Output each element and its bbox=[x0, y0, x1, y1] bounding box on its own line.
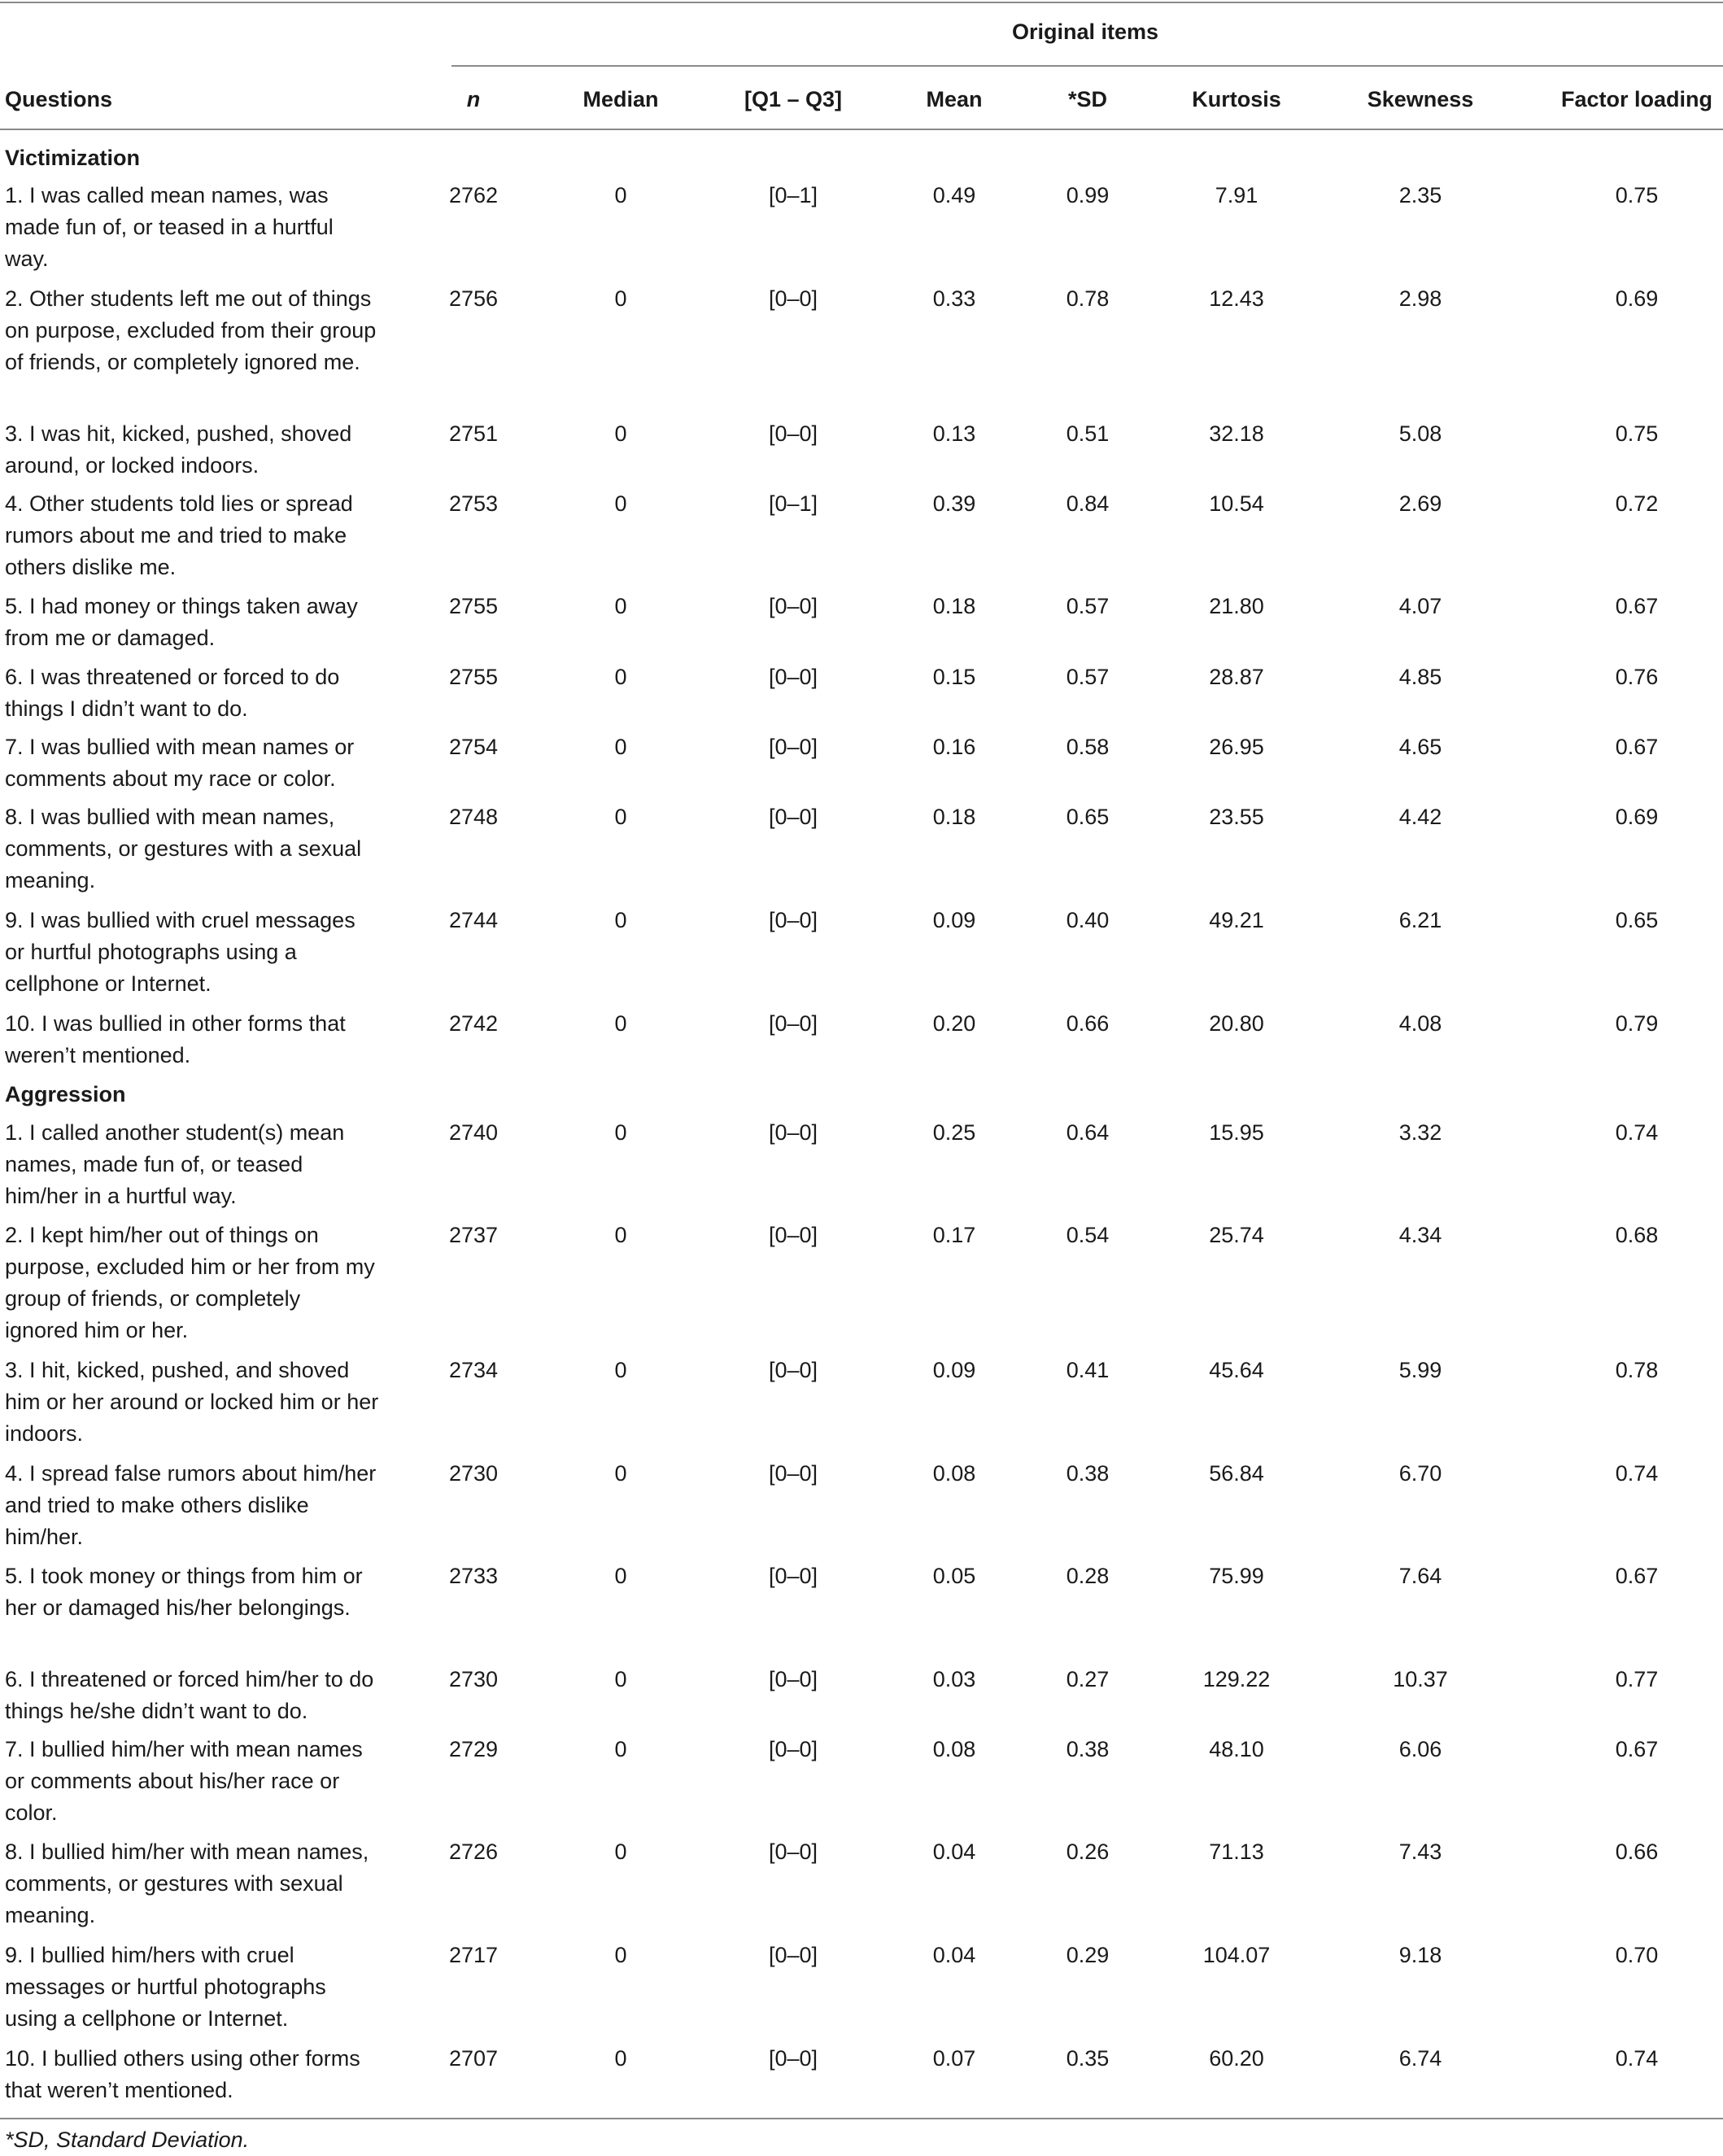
cell-median: 0 bbox=[614, 286, 627, 311]
cell-skewness: 4.07 bbox=[1398, 594, 1442, 618]
question-text: 2. Other students left me out of things on purpose, excluded from their group of friends, or completely ignored me. bbox=[5, 286, 377, 374]
group-header-original-items: Original items bbox=[1011, 20, 1159, 44]
cell-n: 2734 bbox=[448, 1358, 499, 1382]
cell-q1-q3: [0–0] bbox=[768, 2046, 818, 2071]
cell-mean: 0.09 bbox=[932, 1358, 976, 1382]
column-header-q1-q3: [Q1 – Q3] bbox=[744, 87, 843, 111]
cell-median: 0 bbox=[614, 1840, 627, 1864]
question-text: 8. I was bullied with mean names, comments, or gestures with a sexual meaning. bbox=[5, 805, 362, 893]
cell-q1-q3: [0–0] bbox=[768, 1011, 818, 1036]
cell-mean: 0.05 bbox=[932, 1564, 976, 1588]
cell-kurtosis: 48.10 bbox=[1209, 1737, 1264, 1761]
cell-n: 2730 bbox=[448, 1667, 499, 1691]
cell-sd: 0.64 bbox=[1066, 1120, 1110, 1145]
cell-median: 0 bbox=[614, 1564, 627, 1588]
cell-skewness: 7.43 bbox=[1398, 1840, 1442, 1864]
cell-mean: 0.04 bbox=[932, 1840, 976, 1864]
column-header-factor-loading: Factor loading bbox=[1560, 87, 1713, 111]
cell-mean: 0.16 bbox=[932, 735, 976, 759]
cell-median: 0 bbox=[614, 1358, 627, 1382]
cell-mean: 0.39 bbox=[932, 491, 976, 516]
cell-median: 0 bbox=[614, 1223, 627, 1247]
cell-q1-q3: [0–0] bbox=[768, 1564, 818, 1588]
question-text: 6. I threatened or forced him/her to do things he/she didn’t want to do. bbox=[5, 1667, 374, 1723]
cell-q1-q3: [0–0] bbox=[768, 665, 818, 689]
cell-factor-loading: 0.69 bbox=[1615, 805, 1659, 829]
cell-mean: 0.15 bbox=[932, 665, 976, 689]
cell-factor-loading: 0.69 bbox=[1615, 286, 1659, 311]
cell-sd: 0.99 bbox=[1066, 183, 1110, 207]
cell-sd: 0.57 bbox=[1066, 665, 1110, 689]
cell-kurtosis: 71.13 bbox=[1209, 1840, 1264, 1864]
cell-sd: 0.38 bbox=[1066, 1737, 1110, 1761]
cell-factor-loading: 0.70 bbox=[1615, 1943, 1659, 1967]
cell-median: 0 bbox=[614, 1011, 627, 1036]
cell-kurtosis: 49.21 bbox=[1209, 908, 1264, 932]
cell-mean: 0.25 bbox=[932, 1120, 976, 1145]
cell-factor-loading: 0.74 bbox=[1615, 2046, 1659, 2071]
cell-skewness: 2.35 bbox=[1398, 183, 1442, 207]
cell-sd: 0.27 bbox=[1066, 1667, 1110, 1691]
cell-sd: 0.26 bbox=[1066, 1840, 1110, 1864]
question-text: 4. I spread false rumors about him/her and tried to make others dislike him/her. bbox=[5, 1461, 377, 1549]
cell-skewness: 7.64 bbox=[1398, 1564, 1442, 1588]
cell-n: 2729 bbox=[448, 1737, 499, 1761]
question-text: 5. I had money or things taken away from me or damaged. bbox=[5, 594, 358, 650]
cell-kurtosis: 32.18 bbox=[1209, 421, 1264, 446]
question-text: 7. I bullied him/her with mean names or comments about his/her race or color. bbox=[5, 1737, 363, 1825]
cell-kurtosis: 21.80 bbox=[1209, 594, 1264, 618]
question-text: 2. I kept him/her out of things on purpose, excluded him or her from my group of friends, or completely ignored him or her. bbox=[5, 1223, 375, 1342]
group-header-rule bbox=[451, 65, 1723, 67]
cell-n: 2755 bbox=[448, 594, 499, 618]
cell-mean: 0.09 bbox=[932, 908, 976, 932]
cell-skewness: 4.85 bbox=[1398, 665, 1442, 689]
cell-factor-loading: 0.77 bbox=[1615, 1667, 1659, 1691]
cell-skewness: 6.74 bbox=[1398, 2046, 1442, 2071]
cell-sd: 0.35 bbox=[1066, 2046, 1110, 2071]
cell-factor-loading: 0.65 bbox=[1615, 908, 1659, 932]
cell-sd: 0.38 bbox=[1066, 1461, 1110, 1486]
cell-mean: 0.18 bbox=[932, 805, 976, 829]
cell-factor-loading: 0.67 bbox=[1615, 594, 1659, 618]
question-text: 8. I bullied him/her with mean names, comments, or gestures with sexual meaning. bbox=[5, 1840, 369, 1927]
cell-n: 2755 bbox=[448, 665, 499, 689]
cell-mean: 0.17 bbox=[932, 1223, 976, 1247]
cell-q1-q3: [0–0] bbox=[768, 1358, 818, 1382]
cell-factor-loading: 0.67 bbox=[1615, 735, 1659, 759]
cell-median: 0 bbox=[614, 1737, 627, 1761]
cell-kurtosis: 75.99 bbox=[1209, 1564, 1264, 1588]
question-text: 3. I was hit, kicked, pushed, shoved around, or locked indoors. bbox=[5, 421, 352, 478]
cell-median: 0 bbox=[614, 1120, 627, 1145]
cell-factor-loading: 0.72 bbox=[1615, 491, 1659, 516]
cell-n: 2740 bbox=[448, 1120, 499, 1145]
bottom-rule bbox=[0, 2118, 1723, 2119]
cell-mean: 0.08 bbox=[932, 1461, 976, 1486]
cell-n: 2744 bbox=[448, 908, 499, 932]
cell-skewness: 4.08 bbox=[1398, 1011, 1442, 1036]
cell-q1-q3: [0–1] bbox=[768, 183, 818, 207]
cell-median: 0 bbox=[614, 2046, 627, 2071]
cell-factor-loading: 0.66 bbox=[1615, 1840, 1659, 1864]
cell-skewness: 6.21 bbox=[1398, 908, 1442, 932]
cell-n: 2717 bbox=[448, 1943, 499, 1967]
cell-skewness: 4.34 bbox=[1398, 1223, 1442, 1247]
question-text: 1. I called another student(s) mean names, made fun of, or teased him/her in a hurtful way. bbox=[5, 1120, 345, 1208]
question-text: 9. I bullied him/hers with cruel messages or hurtful photographs using a cellphone or Internet. bbox=[5, 1943, 326, 2031]
cell-q1-q3: [0–0] bbox=[768, 286, 818, 311]
cell-skewness: 2.98 bbox=[1398, 286, 1442, 311]
cell-factor-loading: 0.76 bbox=[1615, 665, 1659, 689]
column-header-skewness: Skewness bbox=[1367, 87, 1474, 111]
cell-median: 0 bbox=[614, 1461, 627, 1486]
cell-mean: 0.13 bbox=[932, 421, 976, 446]
cell-sd: 0.28 bbox=[1066, 1564, 1110, 1588]
cell-kurtosis: 20.80 bbox=[1209, 1011, 1264, 1036]
cell-q1-q3: [0–0] bbox=[768, 805, 818, 829]
cell-q1-q3: [0–0] bbox=[768, 421, 818, 446]
cell-mean: 0.07 bbox=[932, 2046, 976, 2071]
column-header-sd: *SD bbox=[1067, 87, 1108, 111]
cell-sd: 0.66 bbox=[1066, 1011, 1110, 1036]
table-footnote: *SD, Standard Deviation. bbox=[5, 2128, 250, 2152]
cell-kurtosis: 25.74 bbox=[1209, 1223, 1264, 1247]
question-text: 4. Other students told lies or spread rumors about me and tried to make others dislike me. bbox=[5, 491, 353, 579]
cell-median: 0 bbox=[614, 1667, 627, 1691]
cell-median: 0 bbox=[614, 805, 627, 829]
header-bottom-rule bbox=[0, 129, 1723, 130]
cell-sd: 0.40 bbox=[1066, 908, 1110, 932]
cell-factor-loading: 0.74 bbox=[1615, 1120, 1659, 1145]
cell-factor-loading: 0.67 bbox=[1615, 1564, 1659, 1588]
cell-n: 2733 bbox=[448, 1564, 499, 1588]
cell-skewness: 2.69 bbox=[1398, 491, 1442, 516]
cell-q1-q3: [0–0] bbox=[768, 1120, 818, 1145]
cell-q1-q3: [0–0] bbox=[768, 908, 818, 932]
cell-q1-q3: [0–0] bbox=[768, 594, 818, 618]
cell-n: 2753 bbox=[448, 491, 499, 516]
cell-kurtosis: 45.64 bbox=[1209, 1358, 1264, 1382]
column-header-n: n bbox=[466, 87, 481, 111]
cell-skewness: 5.99 bbox=[1398, 1358, 1442, 1382]
cell-factor-loading: 0.78 bbox=[1615, 1358, 1659, 1382]
cell-kurtosis: 26.95 bbox=[1209, 735, 1264, 759]
cell-factor-loading: 0.79 bbox=[1615, 1011, 1659, 1036]
cell-q1-q3: [0–0] bbox=[768, 1223, 818, 1247]
cell-q1-q3: [0–0] bbox=[768, 1943, 818, 1967]
cell-sd: 0.54 bbox=[1066, 1223, 1110, 1247]
cell-q1-q3: [0–0] bbox=[768, 1737, 818, 1761]
cell-n: 2737 bbox=[448, 1223, 499, 1247]
cell-n: 2707 bbox=[448, 2046, 499, 2071]
cell-q1-q3: [0–1] bbox=[768, 491, 818, 516]
cell-median: 0 bbox=[614, 1943, 627, 1967]
cell-mean: 0.33 bbox=[932, 286, 976, 311]
cell-kurtosis: 28.87 bbox=[1209, 665, 1264, 689]
question-text: 3. I hit, kicked, pushed, and shoved him or her around or locked him or her indoors. bbox=[5, 1358, 379, 1446]
cell-median: 0 bbox=[614, 183, 627, 207]
cell-q1-q3: [0–0] bbox=[768, 735, 818, 759]
cell-sd: 0.65 bbox=[1066, 805, 1110, 829]
cell-kurtosis: 12.43 bbox=[1209, 286, 1264, 311]
column-header-mean: Mean bbox=[926, 87, 983, 111]
cell-mean: 0.08 bbox=[932, 1737, 976, 1761]
column-header-median: Median bbox=[582, 87, 659, 111]
cell-sd: 0.58 bbox=[1066, 735, 1110, 759]
cell-skewness: 5.08 bbox=[1398, 421, 1442, 446]
section-title-aggression: Aggression bbox=[5, 1082, 126, 1106]
cell-kurtosis: 15.95 bbox=[1209, 1120, 1264, 1145]
cell-n: 2742 bbox=[448, 1011, 499, 1036]
column-header-questions: Questions bbox=[5, 87, 113, 111]
top-rule bbox=[0, 2, 1723, 3]
cell-skewness: 6.70 bbox=[1398, 1461, 1442, 1486]
question-text: 7. I was bullied with mean names or comments about my race or color. bbox=[5, 735, 355, 791]
cell-q1-q3: [0–0] bbox=[768, 1840, 818, 1864]
question-text: 6. I was threatened or forced to do things I didn’t want to do. bbox=[5, 665, 340, 721]
cell-n: 2762 bbox=[448, 183, 499, 207]
cell-skewness: 10.37 bbox=[1393, 1667, 1448, 1691]
question-text: 5. I took money or things from him or her or damaged his/her belongings. bbox=[5, 1564, 363, 1620]
cell-kurtosis: 129.22 bbox=[1202, 1667, 1271, 1691]
cell-mean: 0.18 bbox=[932, 594, 976, 618]
question-text: 1. I was called mean names, was made fun of, or teased in a hurtful way. bbox=[5, 183, 334, 271]
cell-kurtosis: 56.84 bbox=[1209, 1461, 1264, 1486]
cell-q1-q3: [0–0] bbox=[768, 1461, 818, 1486]
cell-factor-loading: 0.74 bbox=[1615, 1461, 1659, 1486]
cell-n: 2730 bbox=[448, 1461, 499, 1486]
cell-sd: 0.84 bbox=[1066, 491, 1110, 516]
cell-mean: 0.03 bbox=[932, 1667, 976, 1691]
cell-median: 0 bbox=[614, 421, 627, 446]
cell-kurtosis: 10.54 bbox=[1209, 491, 1264, 516]
cell-sd: 0.51 bbox=[1066, 421, 1110, 446]
cell-median: 0 bbox=[614, 594, 627, 618]
cell-factor-loading: 0.75 bbox=[1615, 421, 1659, 446]
question-text: 10. I was bullied in other forms that weren’t mentioned. bbox=[5, 1011, 346, 1067]
cell-n: 2748 bbox=[448, 805, 499, 829]
cell-mean: 0.04 bbox=[932, 1943, 976, 1967]
cell-kurtosis: 104.07 bbox=[1202, 1943, 1271, 1967]
cell-skewness: 3.32 bbox=[1398, 1120, 1442, 1145]
cell-skewness: 9.18 bbox=[1398, 1943, 1442, 1967]
cell-n: 2751 bbox=[448, 421, 499, 446]
cell-mean: 0.49 bbox=[932, 183, 976, 207]
cell-factor-loading: 0.75 bbox=[1615, 183, 1659, 207]
cell-n: 2726 bbox=[448, 1840, 499, 1864]
cell-sd: 0.57 bbox=[1066, 594, 1110, 618]
question-text: 9. I was bullied with cruel messages or hurtful photographs using a cellphone or Internet. bbox=[5, 908, 356, 996]
cell-factor-loading: 0.67 bbox=[1615, 1737, 1659, 1761]
cell-n: 2756 bbox=[448, 286, 499, 311]
cell-kurtosis: 60.20 bbox=[1209, 2046, 1264, 2071]
cell-n: 2754 bbox=[448, 735, 499, 759]
cell-skewness: 4.65 bbox=[1398, 735, 1442, 759]
question-text: 10. I bullied others using other forms that weren’t mentioned. bbox=[5, 2046, 360, 2102]
cell-kurtosis: 7.91 bbox=[1215, 183, 1258, 207]
cell-kurtosis: 23.55 bbox=[1209, 805, 1264, 829]
cell-skewness: 6.06 bbox=[1398, 1737, 1442, 1761]
cell-mean: 0.20 bbox=[932, 1011, 976, 1036]
section-title-victimization: Victimization bbox=[5, 146, 141, 170]
cell-sd: 0.29 bbox=[1066, 1943, 1110, 1967]
cell-sd: 0.78 bbox=[1066, 286, 1110, 311]
cell-median: 0 bbox=[614, 908, 627, 932]
cell-median: 0 bbox=[614, 665, 627, 689]
cell-q1-q3: [0–0] bbox=[768, 1667, 818, 1691]
cell-factor-loading: 0.68 bbox=[1615, 1223, 1659, 1247]
cell-skewness: 4.42 bbox=[1398, 805, 1442, 829]
cell-sd: 0.41 bbox=[1066, 1358, 1110, 1382]
cell-median: 0 bbox=[614, 735, 627, 759]
cell-median: 0 bbox=[614, 491, 627, 516]
column-header-kurtosis: Kurtosis bbox=[1192, 87, 1281, 111]
